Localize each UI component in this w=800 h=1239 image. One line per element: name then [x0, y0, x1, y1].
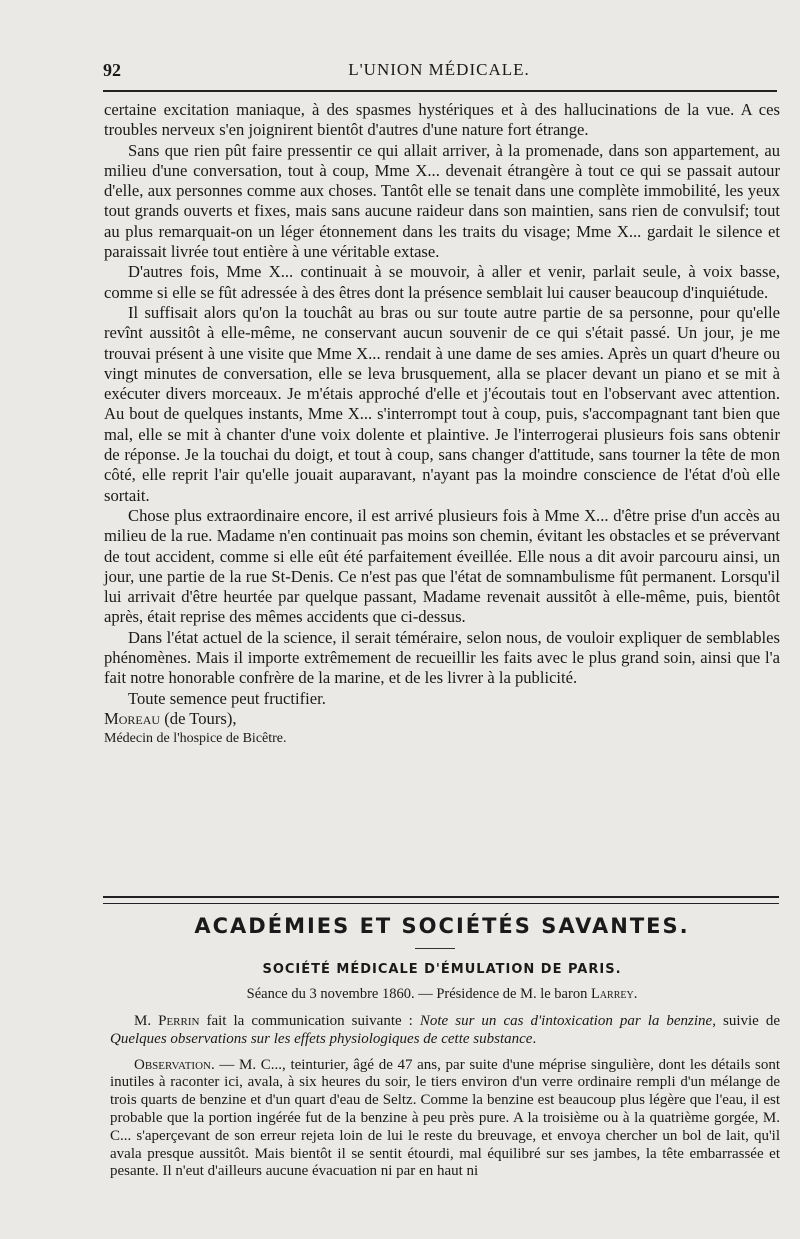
- running-title: L'UNION MÉDICALE.: [348, 60, 530, 79]
- paragraph: D'autres fois, Mme X... continuait à se mouvoir, à aller et venir, parlait seule, à voix basse, comme si elle se fût adressée à des êtres dont la présence semblait lui causer beaucoup d'inquiétude.: [104, 262, 780, 302]
- intro-text: , suivie de: [712, 1013, 780, 1029]
- paragraph: certaine excitation maniaque, à des spasmes hystériques et à des hallucinations de la vue. A ces troubles nerveux s'en joignirent bientôt d'autres d'une nature fort étrange.: [104, 100, 780, 140]
- society-heading: SOCIÉTÉ MÉDICALE D'ÉMULATION DE PARIS.: [262, 962, 622, 977]
- paragraph: Toute semence peut fructifier.: [128, 688, 326, 708]
- author-name: Moreau: [104, 708, 161, 728]
- session-line: [104, 986, 780, 1003]
- note-subtitle: Quelques observations sur les effets physiologiques de cette substance: [110, 1030, 533, 1047]
- article-body: [104, 100, 780, 750]
- paragraph: Il suffisait alors qu'on la touchât au bras ou sur toute autre partie de sa personne, pour qu'elle revînt aussitôt à elle-même, ne conservant aucun souvenir de ce qui s'était passé. Un jour, je me trouvai présent à une visite que Mme X... rendait à une dame de ses amies. Après un quart d'heure ou vingt minutes de conversation, elle se leva brusquement, alla se placer devant un piano et se mit à exécuter divers morceaux. Je m'étais approché d'elle et j'écoutais tout en l'observant avec attention. Au bout de quelques instants, Mme X... s'interrompt tout à coup, puis, s'accompagnant tant bien que mal, elle se mit à chanter d'une voix dolente et plaintive. Je l'interrogerai plusieurs fois sans obtenir de réponse. Je la touchai du doigt, et tout à coup, sans changer d'attitude, sans tourner la tête de mon côté, elle reprit l'air qu'elle jouait auparavant, n'ayant pas la moindre conscience de l'état d'où elle sortait.: [104, 302, 780, 505]
- page-header: [103, 56, 775, 86]
- president-name: Larrey: [590, 986, 634, 1002]
- session-end: .: [633, 986, 638, 1002]
- paragraph: Dans l'état actuel de la science, il serait téméraire, selon nous, de vouloir expliquer de semblables phénomènes. Mais il importe extrêmement de recueillir les faits avec le plus grand soin, ainsi que l'a fait notre honorable confrère de la marine, et de les livrer à la publicité.: [104, 627, 780, 688]
- observation-label: Observation.: [134, 1056, 215, 1073]
- author-title: Médecin de l'hospice de Bicêtre.: [104, 731, 287, 747]
- section-title: ACADÉMIES ET SOCIÉTÉS SAVANTES.: [194, 914, 690, 938]
- observation-text: — M. C..., teinturier, âgé de 47 ans, par suite d'une méprise singulière, dont les détails sont inutiles à raconter ici, avala, à six heures du soir, le tiers environ d'un verre ordinaire rempli d'un mélange de trois quarts de benzine et d'un quart d'eau de Seltz. Comme la benzine est beaucoup plus légère que l'eau, il est probable que la portion ingérée fut de la benzine à peu près pure. A la troisième ou à la quatrième gorgée, M. C... s'aperçevant de son erreur rejeta loin de lui le reste du breuvage, et envoya chercher un bol de lait, qu'il avala presque aussitôt. Mais bientôt il se sentit étourdi, mal équilibré sur ses jambes, la tête embarrassée et pesante. Il n'eut d'ailleurs aucune évacuation ni par en haut ni: [110, 1056, 780, 1180]
- title-underline: [415, 948, 455, 949]
- session-text: Séance du 3 novembre 1860. — Présidence de M. le baron: [246, 986, 591, 1002]
- communication-intro: [110, 1013, 780, 1049]
- paragraph: Sans que rien pût faire pressentir ce qui allait arriver, à la promenade, dans son appartement, au milieu d'une conversation, tout à coup, Mme X... devenait étrangère à tout ce qui se passait autour d'elle, aux personnes comme aux choses. Tantôt elle se tenait dans une complète immobilité, les yeux tout grands ouverts et fixes, mais sans aucune raideur dans son maintien, sans rien de convulsif; tout au plus remarquait-on un léger étonnement dans les traits du visage; Mme X... gardait le silence et paraissait livrée tout entière à une véritable extase.: [104, 140, 780, 262]
- page-number: 92: [103, 60, 121, 80]
- author-signature: [104, 709, 780, 729]
- header-rule: [103, 90, 777, 92]
- speaker-name: M. Perrin: [134, 1013, 200, 1029]
- paragraph: Chose plus extraordinaire encore, il est arrivé plusieurs fois à Mme X... d'être prise d'un accès au milieu de la rue. Madame n'en continuait pas moins son chemin, évitant les obstacles et se prévervant de tout accident, comme si elle eût été parfaitement éveillée. Elle nous a dit avoir parcouru ainsi, un jour, une partie de la rue St-Denis. Ce n'est pas que l'état de somnambulisme fût permanent. Lorsqu'il lui arrivait d'être heurtée par quelque passant, Madame revenait aussitôt à elle-même, puis, bientôt après, était reprise des mêmes accidents que ci-dessus.: [104, 505, 780, 627]
- intro-text: fait la communication suivante :: [199, 1013, 420, 1029]
- intro-text: .: [532, 1030, 537, 1047]
- observation-paragraph: [110, 1057, 780, 1182]
- communication-body: [110, 1013, 780, 1189]
- note-title: Note sur un cas d'intoxication par la benzine: [419, 1013, 713, 1029]
- section-divider: [103, 896, 779, 904]
- author-place: (de Tours),: [160, 708, 237, 728]
